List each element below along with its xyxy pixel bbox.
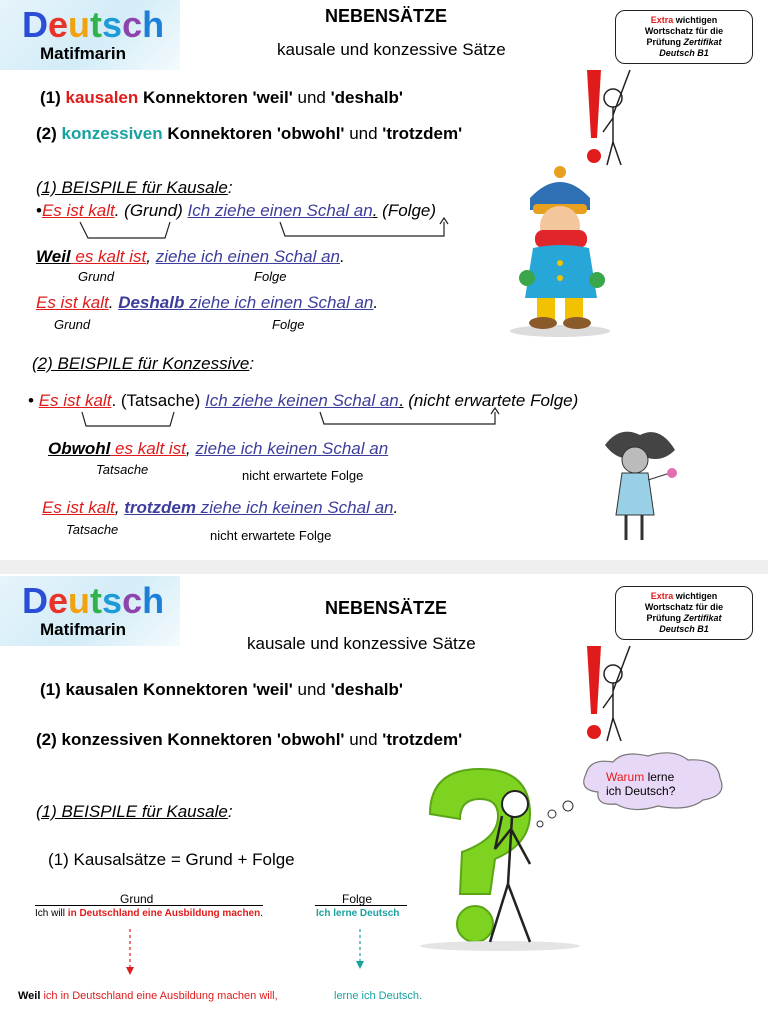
girl-cold-illustration	[590, 425, 690, 550]
deutsch-logo	[0, 576, 180, 646]
label-folge: Folge	[272, 317, 305, 332]
section-kausale-heading: (1) BEISPILE für Kausale:	[36, 178, 233, 197]
page-subtitle: kausale und konzessive Sätze	[277, 40, 506, 59]
label-folge: Folge	[254, 269, 287, 284]
example-kausal-sentence: •Es ist kalt. (Grund) Ich ziehe einen Schal an. (Folge)	[36, 201, 437, 220]
page-title: NEBENSÄTZE	[325, 6, 448, 26]
logo-subtitle: Matifmarin	[40, 44, 126, 63]
child-with-scarf-illustration	[505, 168, 615, 338]
section-konzessive-heading: (2) BEISPILE für Konzessive:	[32, 354, 255, 373]
grund-example: Ich will in Deutschland eine Ausbildung machen.	[35, 908, 264, 919]
obwohl-sentence: Obwohl es kalt ist, ziehe ich keinen Schal an	[48, 439, 389, 458]
logo-word: Deutsch	[22, 4, 165, 45]
label-grund: Grund	[120, 892, 154, 906]
extra-speech-bubble: Extra wichtigen Wortschatz für die Prüfung Zertifikat Deutsch B1	[615, 586, 753, 640]
final-folge-sentence: lerne ich Deutsch.	[334, 990, 423, 1002]
example-konzessiv-sentence: • Es ist kalt. (Tatsache) Ich ziehe keinen Schal an. (nicht erwartete Folge)	[28, 391, 579, 410]
label-folge: Folge	[342, 892, 373, 906]
question-mark-thinker-illustration	[390, 764, 590, 954]
weil-sentence: Weil es kalt ist, ziehe ich einen Schal an.	[36, 247, 345, 266]
exclamation-stickman-illustration	[575, 60, 645, 170]
logo-subtitle: Matifmarin	[40, 620, 126, 639]
cloud-text: Warum lerne ich Deutsch?	[606, 770, 676, 798]
deshalb-sentence: Es ist kalt. Deshalb ziehe ich einen Schal an.	[36, 293, 379, 312]
label-grund: Grund	[54, 317, 91, 332]
heading-kausale-konnektoren: (1) kausalen Konnektoren 'weil' und 'deshalb'	[40, 680, 403, 699]
connector-arrows-kausal	[70, 218, 460, 248]
folge-example: Ich lerne Deutsch	[316, 908, 400, 919]
heading-konzessive-konnektoren: (2) konzessiven Konnektoren 'obwohl' und 'trotzdem'	[36, 124, 463, 143]
page-subtitle: kausale und konzessive Sätze	[247, 634, 476, 653]
slide-divider	[0, 560, 768, 574]
label-tatsache: Tatsache	[66, 522, 119, 537]
heading-kausale-konnektoren: (1) kausalen Konnektoren 'weil' und 'deshalb'	[40, 88, 403, 107]
down-arrows	[120, 929, 380, 979]
label-tatsache: Tatsache	[96, 462, 149, 477]
connector-arrows-konzessiv	[70, 408, 540, 438]
kausalsatz-formula: (1) Kausalsätze = Grund + Folge	[48, 850, 295, 869]
slide-kausale-konzessive-2	[0, 574, 768, 1024]
exclamation-stickman-illustration	[575, 636, 645, 746]
folge-line	[315, 905, 407, 906]
label-grund: Grund	[78, 269, 115, 284]
heading-konzessive-konnektoren: (2) konzessiven Konnektoren 'obwohl' und 'trotzdem'	[36, 730, 463, 749]
final-weil-sentence: Weil ich in Deutschland eine Ausbildung machen will,	[18, 990, 278, 1002]
logo-word: Deutsch	[22, 580, 165, 621]
label-nicht-erwartete-folge: nicht erwartete Folge	[242, 468, 364, 483]
trotzdem-sentence: Es ist kalt, trotzdem ziehe ich keinen Schal an.	[42, 498, 399, 517]
extra-speech-bubble: Extra wichtigen Wortschatz für die Prüfung Zertifikat Deutsch B1	[615, 10, 753, 64]
page-title: NEBENSÄTZE	[325, 598, 448, 618]
deutsch-logo	[0, 0, 180, 70]
section-kausale-heading: (1) BEISPILE für Kausale:	[36, 802, 233, 821]
grund-line	[35, 905, 263, 906]
label-nicht-erwartete-folge: nicht erwartete Folge	[210, 528, 332, 543]
